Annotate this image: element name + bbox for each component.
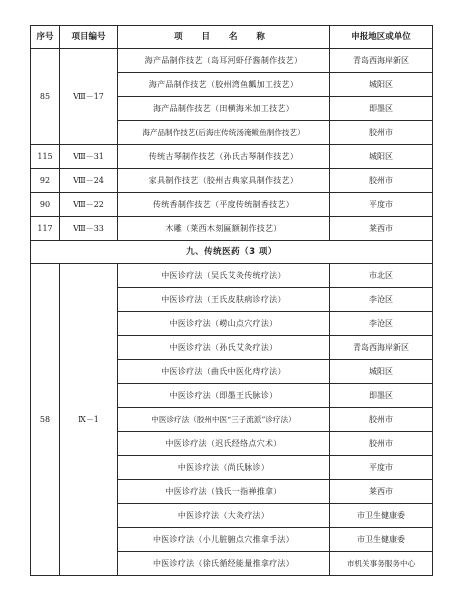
item-name-cell: 海产品制作技艺（胶州湾鱼瓤加工技艺）	[118, 73, 330, 97]
item-name-cell: 中医诊疗法（尚氏脉诊）	[118, 456, 330, 480]
area-cell: 城阳区	[330, 145, 433, 169]
code-cell: Ⅷ－33	[60, 217, 118, 241]
table-row	[31, 193, 433, 217]
code-cell: Ⅷ－24	[60, 169, 118, 193]
table-row	[31, 217, 433, 241]
area-cell: 青岛西海岸新区	[330, 49, 433, 73]
area-cell: 胶州市	[330, 408, 433, 432]
seq-cell: 117	[31, 217, 60, 241]
section-header-row	[31, 241, 433, 264]
area-cell: 李沧区	[330, 312, 433, 336]
item-name-cell: 海产品制作技艺（岛耳河虾仔酱制作技艺）	[118, 49, 330, 73]
area-cell: 市北区	[330, 264, 433, 288]
area-cell: 即墨区	[330, 384, 433, 408]
table-row	[31, 145, 433, 169]
area-cell: 莱西市	[330, 217, 433, 241]
code-cell: Ⅷ－17	[60, 49, 118, 145]
item-name-cell: 中医诊疗法（孙氏艾灸疗法）	[118, 336, 330, 360]
item-name-cell: 木雕（莱西木刻匾额制作技艺）	[118, 217, 330, 241]
area-cell: 市机关事务服务中心	[330, 552, 433, 576]
area-cell: 胶州市	[330, 169, 433, 193]
item-name-cell: 中医诊疗法（徐氏循经能量推拿疗法）	[118, 552, 330, 576]
item-name-cell: 中医诊疗法（即墨王氏脉诊）	[118, 384, 330, 408]
item-name-cell: 中医诊疗法（王氏皮肤病诊疗法）	[118, 288, 330, 312]
area-cell: 莱西市	[330, 480, 433, 504]
table-row	[31, 169, 433, 193]
heritage-list-table	[30, 25, 433, 576]
area-cell: 平度市	[330, 456, 433, 480]
area-cell: 城阳区	[330, 73, 433, 97]
item-name-cell: 中医诊疗法（迟氏经络点穴术）	[118, 432, 330, 456]
table-row	[31, 264, 433, 288]
header-code: 项目编号	[60, 26, 118, 49]
area-cell: 胶州市	[330, 121, 433, 145]
seq-cell: 90	[31, 193, 60, 217]
header-seq: 序号	[31, 26, 60, 49]
area-cell: 李沧区	[330, 288, 433, 312]
area-cell: 即墨区	[330, 97, 433, 121]
area-cell: 胶州市	[330, 432, 433, 456]
item-name-cell: 中医诊疗法（曲氏中医化痔疗法）	[118, 360, 330, 384]
area-cell: 市卫生健康委	[330, 504, 433, 528]
item-name-cell: 海产品制作技艺（田横海米加工技艺）	[118, 97, 330, 121]
table-row	[31, 49, 433, 73]
code-cell: Ⅷ－31	[60, 145, 118, 169]
item-name-cell: 中医诊疗法（崂山点穴疗法）	[118, 312, 330, 336]
code-cell: Ⅷ－22	[60, 193, 118, 217]
item-name-cell: 中医诊疗法（小儿脏腑点穴推拿手法）	[118, 528, 330, 552]
area-cell: 青岛西海岸新区	[330, 336, 433, 360]
item-name-cell: 海产品制作技艺(后海庄传统汤淹鲅鱼制作技艺）	[118, 121, 330, 145]
area-cell: 市卫生健康委	[330, 528, 433, 552]
item-name-cell: 中医诊疗法（胶州中医“三子流派”诊疗法）	[118, 408, 330, 432]
seq-cell: 58	[31, 264, 60, 576]
item-name-cell: 家具制作技艺（胶州古典家具制作技艺）	[118, 169, 330, 193]
item-name-cell: 传统古琴制作技艺（孙氏古琴制作技艺）	[118, 145, 330, 169]
table-header-row	[31, 26, 433, 49]
area-cell: 城阳区	[330, 360, 433, 384]
header-item: 项 目 名 称	[118, 26, 330, 49]
seq-cell: 85	[31, 49, 60, 145]
code-cell: Ⅸ－1	[60, 264, 118, 576]
seq-cell: 115	[31, 145, 60, 169]
header-area: 申报地区或单位	[330, 26, 433, 49]
seq-cell: 92	[31, 169, 60, 193]
item-name-cell: 中医诊疗法（大灸疗法）	[118, 504, 330, 528]
item-name-cell: 中医诊疗法（吴氏艾灸传统疗法）	[118, 264, 330, 288]
item-name-cell: 中医诊疗法（钱氏一指禅推拿）	[118, 480, 330, 504]
area-cell: 平度市	[330, 193, 433, 217]
section-title: 九、传统医药（3 项）	[31, 241, 433, 264]
item-name-cell: 传统香制作技艺（平度传统制香技艺）	[118, 193, 330, 217]
